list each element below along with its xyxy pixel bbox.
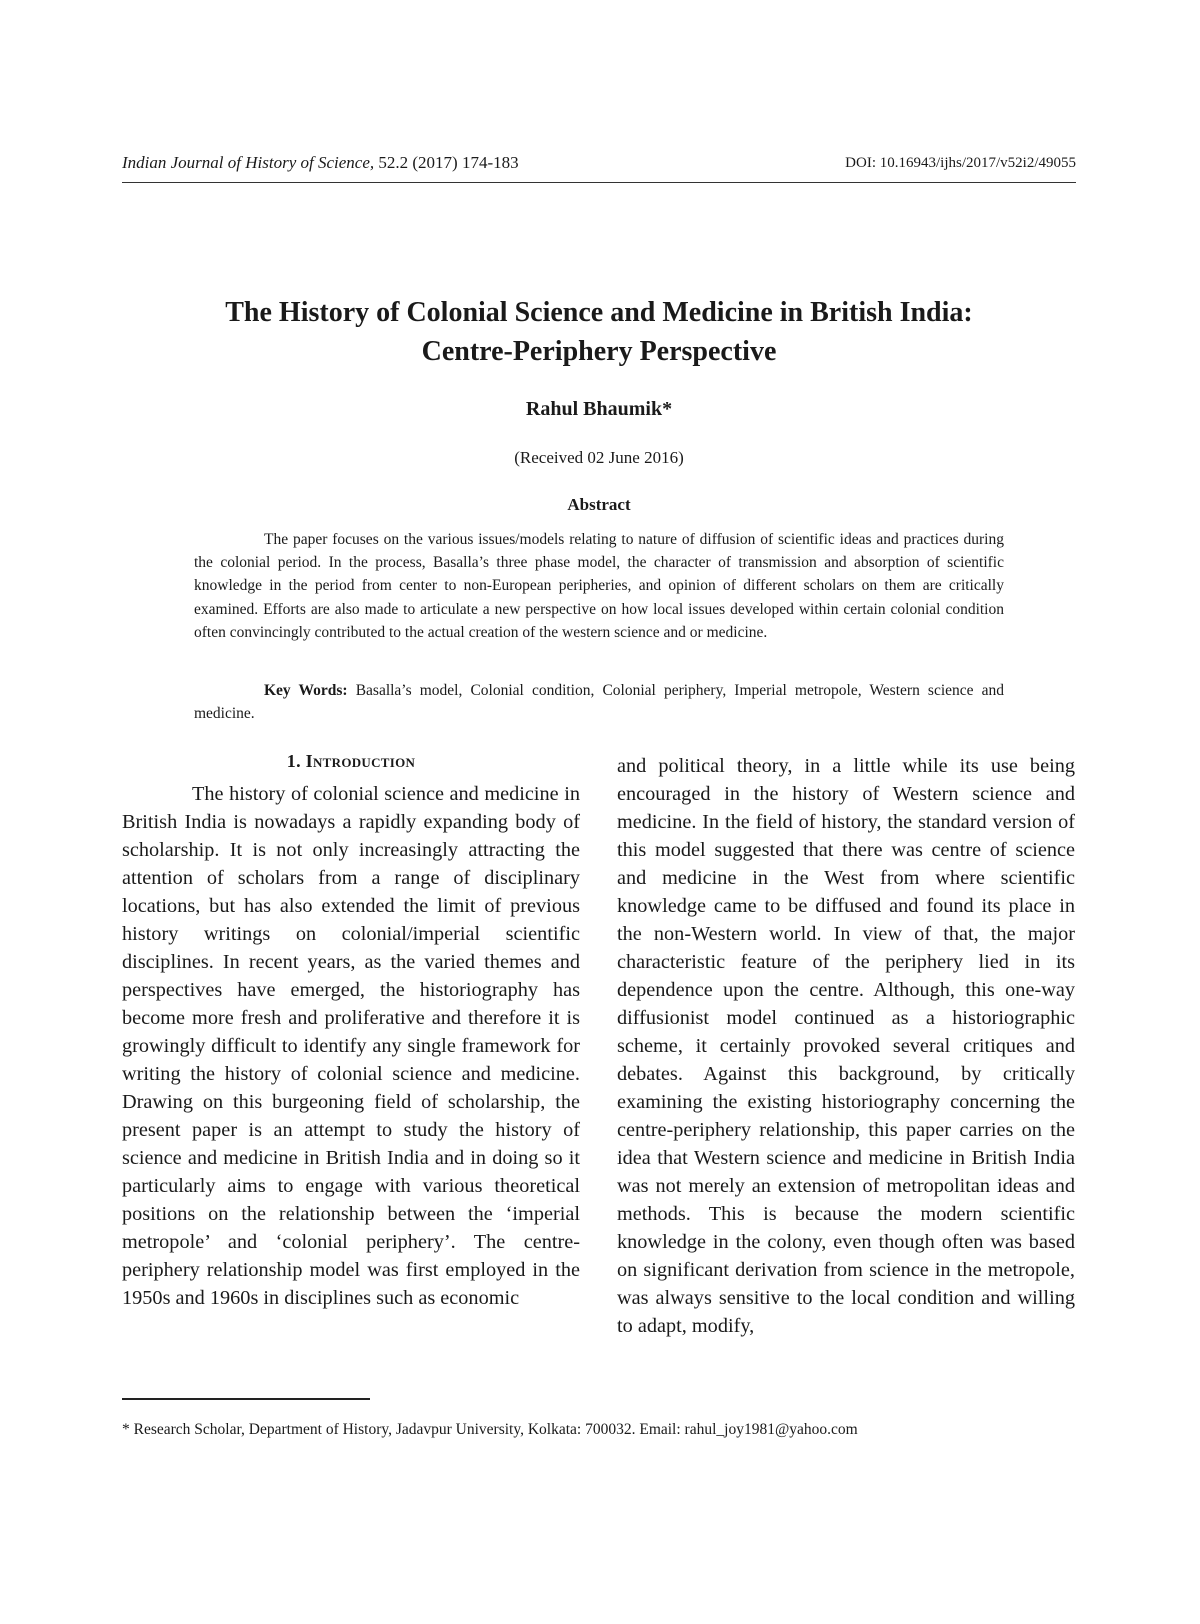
section-heading	[122, 748, 580, 774]
abstract-text: The paper focuses on the various issues/models relating to nature of diffusion of scientific ideas and practices during the colonial period. In the process, Basalla’s three phase model, the character of transmission and absorption of scientific knowledge in the period from center to non-European peripheries, and opinion of different scholars on them are critically examined. Efforts are also made to articulate a new perspective on how local issues developed within certain colonial condition often convincingly contributed to the actual creation of the western science and or medicine.	[194, 531, 1004, 641]
running-header	[122, 152, 1076, 183]
author-name: Rahul Bhaumik*	[525, 398, 673, 420]
journal-citation	[122, 152, 519, 174]
title-line-2: Centre-Periphery Perspective	[421, 336, 777, 367]
title-line-1: The History of Colonial Science and Medicine in British India:	[225, 297, 973, 328]
footnote: * Research Scholar, Department of History, Jadavpur University, Kolkata: 700032. Email: rahul_joy1981@yahoo.com	[122, 1421, 858, 1438]
right-column	[617, 752, 1075, 1340]
journal-name: Indian Journal of History of Science,	[122, 153, 375, 172]
body-paragraph-right: and political theory, in a little while its use being encouraged in the history of Western science and medicine. In the field of history, the standard version of this model suggested that there was centre of science and medicine in the West from where scientific knowledge came to be diffused and found its place in the non-Western world. In view of that, the major characteristic feature of the periphery lied in its dependence upon the centre. Although, this one-way diffusionist model continued as a historiographic scheme, it certainly provoked several critiques and debates. Against this background, by critically examining the existing historiography concerning the centre-periphery relationship, this paper carries on the idea that Western science and medicine in British India was not merely an extension of metropolitan ideas and methods. This is because the modern scientific knowledge in the colony, even though often was based on significant derivation from science in the metropole, was always sensitive to the local condition and willing to adapt, modify,	[617, 755, 1075, 1337]
keywords	[194, 679, 1004, 725]
doi: DOI: 10.16943/ijhs/2017/v52i2/49055	[845, 155, 1076, 171]
body-paragraph-left: The history of colonial science and medicine in British India is nowadays a rapidly expanding body of scholarship. It is not only increasingly attracting the attention of scholars from a range of disciplinary locations, but has also extended the limit of previous history writings on colonial/imperial scientific disciplines. In recent years, as the varied themes and perspectives have emerged, the historiography has become more fresh and proliferative and therefore it is growingly difficult to identify any single framework for writing the history of colonial science and medicine. Drawing on this burgeoning field of scholarship, the present paper is an attempt to study the history of science and medicine in British India and in doing so it particularly aims to engage with various theoretical positions on the relationship between the ‘imperial metropole’ and ‘colonial periphery’. The centre-periphery relationship model was first employed in the 1950s and 1960s in disciplines such as economic	[122, 783, 580, 1309]
keywords-list: Basalla’s model, Colonial condition, Colonial periphery, Imperial metropole, Western science and medicine.	[194, 682, 1004, 723]
keywords-label: Key Words:	[264, 682, 348, 699]
section-title: Introduction	[305, 751, 416, 771]
volume-pages: 52.2 (2017) 174-183	[374, 153, 519, 172]
received-date: (Received 02 June 2016)	[514, 448, 684, 467]
footnote-rule	[122, 1398, 370, 1400]
section-number: 1.	[286, 751, 306, 771]
abstract-heading: Abstract	[567, 495, 631, 514]
left-column	[122, 748, 580, 1312]
paper-title	[122, 293, 1076, 371]
